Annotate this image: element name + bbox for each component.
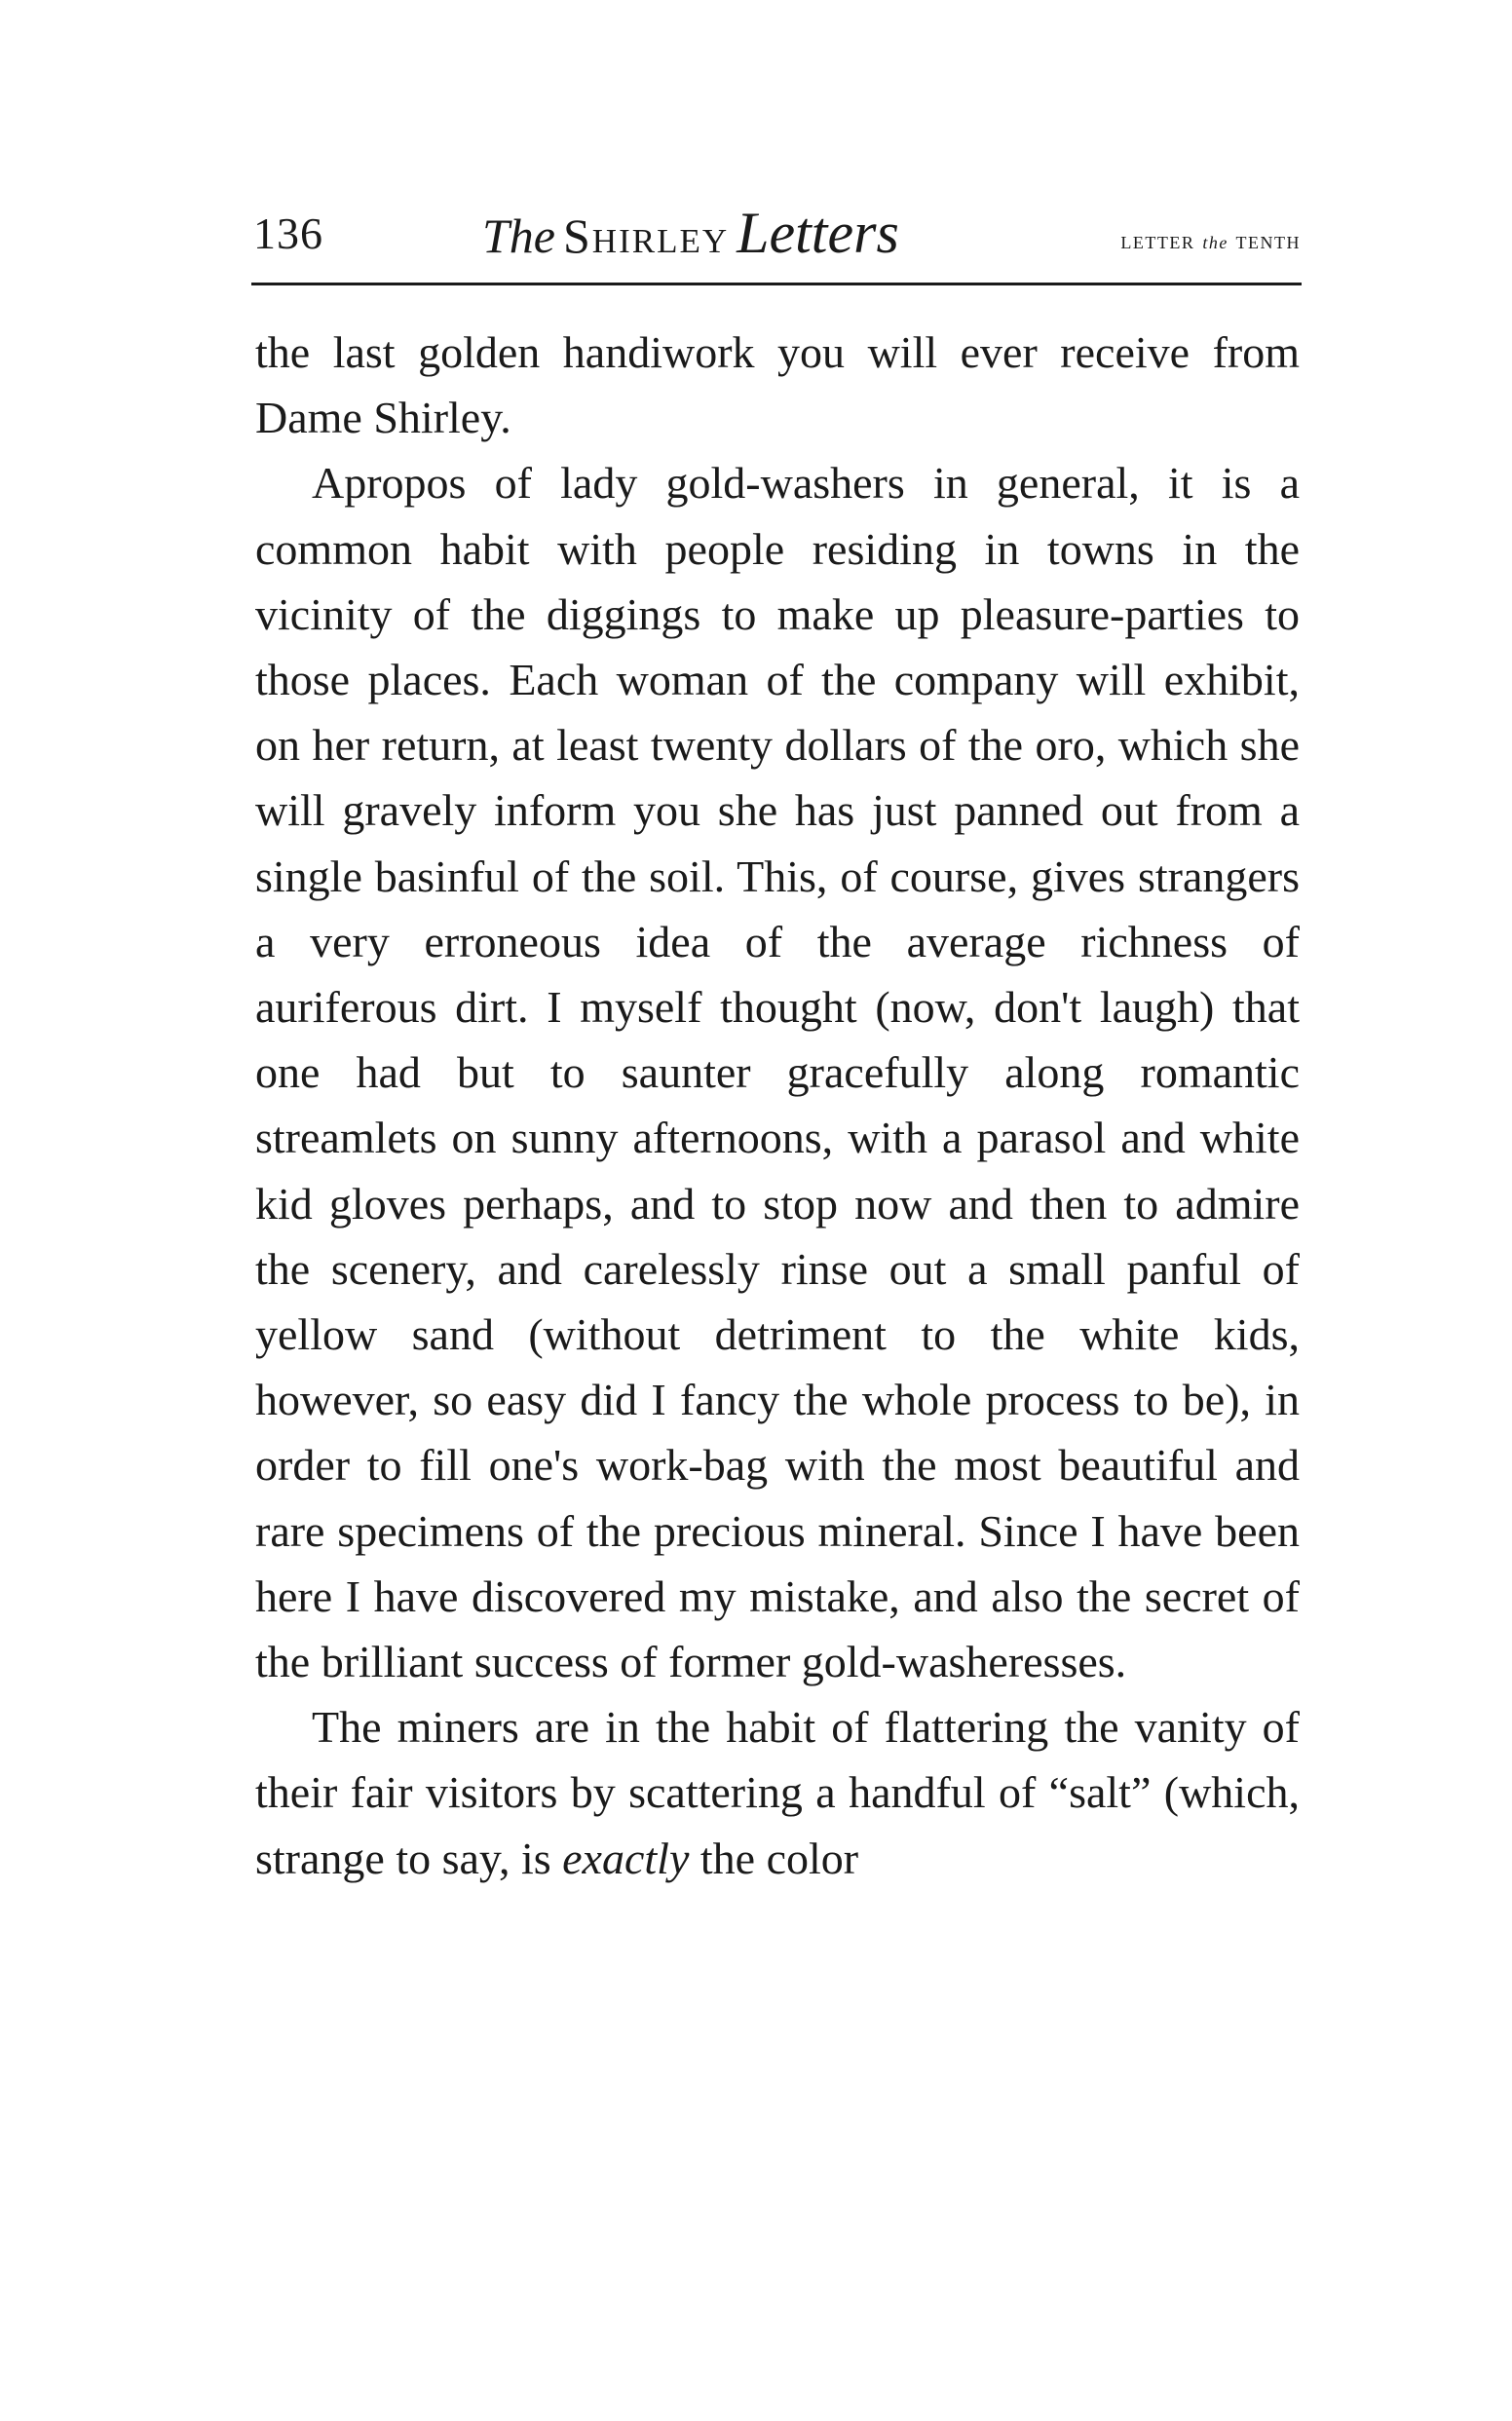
paragraph-2: Apropos of lady gold-washers in general, it is a common habit with people residing in towns in the vicinity of the diggings to make up pleasure-parties to those places. Each woman of the company will exhibit, on her return, at least twenty dollars of the oro, which she will gravely inform you she has just panned out from a single basinful of the soil. This, of course, gives strangers a very erroneous idea of the average richness of auriferous dirt. I myself thought (now, don't laugh) that one had but to saunter gracefully along romantic streamlets on sunny afternoons, with a parasol and white kid gloves perhaps, and to stop now and then to admire the scenery, and carelessly rinse out a small panful of yellow sand (without detriment to the white kids, however, so easy did I fancy the whole process to be), in order to fill one's work-bag with the most beautiful and rare specimens of the precious mineral. Since I have been here I have discovered my mistake, and also the secret of the brilliant success of former gold-washeresses. [255, 458, 1300, 1687]
running-title [482, 200, 899, 267]
title-letters: Letters [737, 201, 899, 265]
title-shirley: Shirley [563, 208, 730, 263]
page-number: 136 [253, 208, 323, 258]
paragraph-3-start: The miners are in the habit of flattering the vanity of their fair visitors by scattering a handful of “salt” (which, strange to say, is [255, 1702, 1300, 1883]
section-label [1120, 233, 1301, 253]
header-rule [251, 283, 1302, 285]
section-the: the [1202, 233, 1228, 252]
paragraph-1: the last golden handiwork you will ever receive from Dame Shirley. [255, 327, 1300, 443]
running-header [253, 200, 1301, 268]
paragraph-3 [255, 1694, 1300, 1891]
paragraph-3-emphasis: exactly [562, 1833, 690, 1883]
page-body [255, 320, 1300, 1891]
title-the: The [482, 208, 555, 263]
paragraph-3-end: the color [699, 1833, 859, 1883]
section-tenth: TENTH [1235, 233, 1301, 252]
section-letter: LETTER [1120, 233, 1195, 252]
